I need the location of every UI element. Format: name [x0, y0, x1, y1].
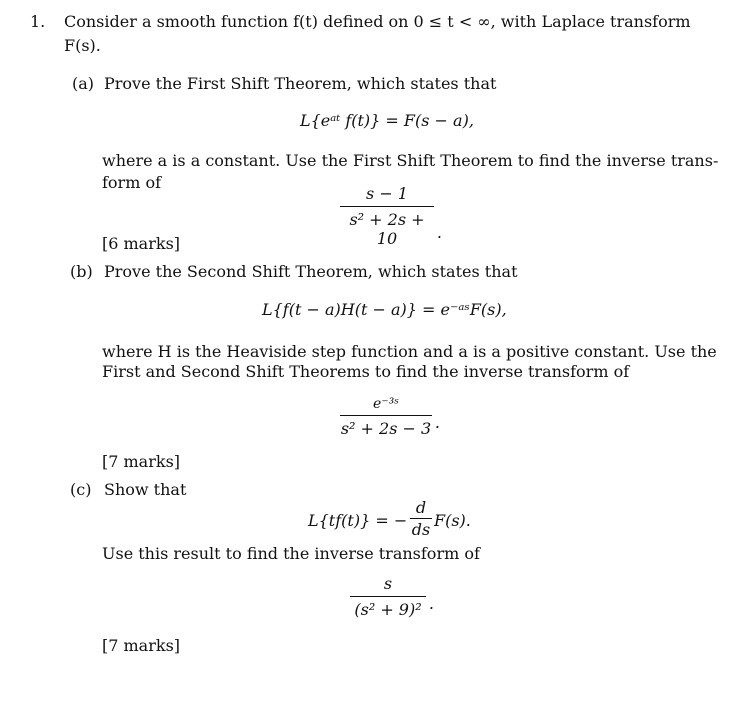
part-c-text-line1: Use this result to find the inverse transform of [102, 544, 480, 563]
part-c-derivative-operator [410, 498, 432, 539]
part-b-label: (b) [70, 262, 93, 281]
part-a-fraction-denominator: s² + 2s + 10 [349, 210, 425, 248]
part-a-fraction-period: . [436, 223, 442, 242]
part-b-marks: [7 marks] [102, 452, 181, 471]
part-b-text-line2: First and Second Shift Theorems to find the inverse transform of [102, 362, 630, 381]
part-c-fraction-numerator: s [383, 574, 393, 593]
part-b-fraction-numerator: e⁻³ˢ [372, 396, 399, 412]
part-b-fraction-denominator: s² + 2s − 3 [340, 419, 432, 438]
part-c-derivative-numerator: d [415, 498, 427, 517]
part-a-marks: [6 marks] [102, 234, 181, 253]
part-c-equation-rhs: F(s). [434, 511, 471, 530]
question-number: 1. [30, 12, 46, 31]
part-b-statement: Prove the Second Shift Theorem, which states that [104, 262, 518, 281]
part-c-fraction-denominator: (s² + 9)² [354, 600, 422, 619]
part-b-text-line1: where H is the Heaviside step function and a is a positive constant. Use the [102, 342, 717, 361]
part-c-statement: Show that [104, 480, 187, 499]
part-c-fraction [350, 574, 434, 619]
part-c-equation-lhs: L{tf(t)} = − [308, 511, 408, 530]
question-intro-line2: F(s). [64, 36, 101, 55]
part-b-fraction-period: . [434, 413, 440, 432]
question-intro-line1: Consider a smooth function f(t) defined on 0 ≤ t < ∞, with Laplace transform [64, 12, 691, 31]
part-a-text-line1: where a is a constant. Use the First Shift Theorem to find the inverse trans- [102, 151, 719, 170]
part-a-label: (a) [72, 74, 95, 93]
part-a-text-line2: form of [102, 173, 162, 192]
part-a-statement: Prove the First Shift Theorem, which states that [104, 74, 497, 93]
part-c-derivative-denominator: ds [411, 520, 431, 539]
part-b-equation: L{f(t − a)H(t − a)} = e⁻ᵃˢF(s), [262, 300, 507, 319]
part-a-fraction [340, 184, 442, 248]
part-c-marks: [7 marks] [102, 636, 181, 655]
part-c-label: (c) [70, 480, 92, 499]
part-a-fraction-numerator: s − 1 [366, 184, 408, 203]
part-c-fraction-period: . [428, 594, 434, 613]
part-a-equation: L{eᵃᵗ f(t)} = F(s − a), [300, 111, 474, 130]
part-b-fraction [340, 396, 440, 438]
